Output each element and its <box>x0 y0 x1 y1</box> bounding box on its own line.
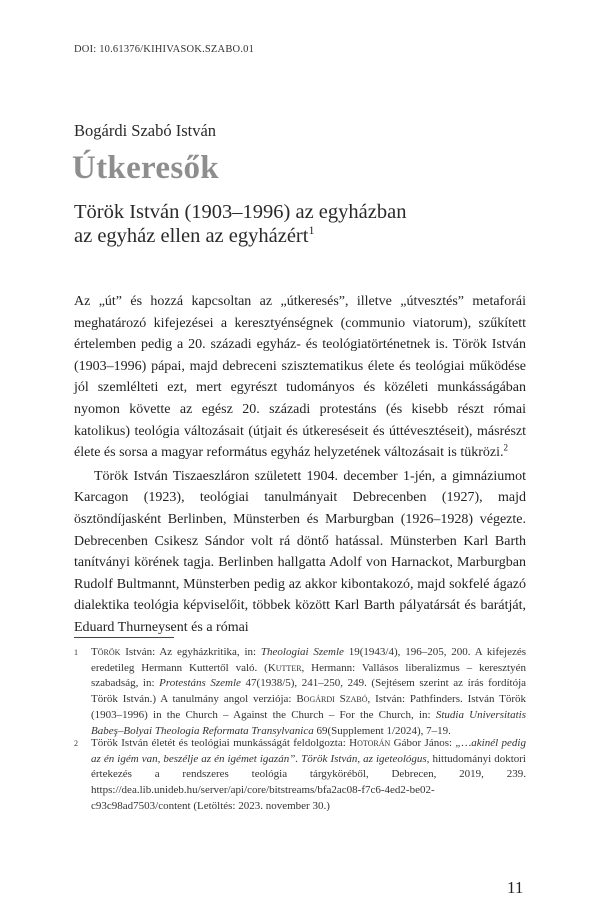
fn2-seg-1: Török István életét és teológiai munkásságát feldolgozta: <box>91 737 350 749</box>
fn2-author: Hotorán <box>349 737 391 749</box>
fn1-author-2: Kutter <box>267 661 302 674</box>
fn1-seg-12: 69(Supplement 1/2024), 7–19. <box>313 724 451 737</box>
fn1-seg-2: István: Az egyházkritika, in: <box>120 646 261 658</box>
fn1-seg-8: 47(1938/5), 241–250, 249. (Sejtésem szerint az írás fordítója Török István.) A tanulmány angol verziója: <box>91 677 527 706</box>
footnote-2-number: 2 <box>74 739 78 748</box>
paragraph-1 <box>74 291 526 464</box>
paragraph-2-text: Török István Tiszaeszláron született 1904. december 1-jén, a gimnáziumot Karcagon (1923), teológiai tanulmányait Debrecenben (1927), majd ösztöndíjasként Berlinben, Münsterben és Marburgban (1926–1928) végezte. Debrecenben Csikesz Sándor volt rá döntő hatással. Münsterben Karl Barth tanítványi körének tagja. Berlinben hallgatta Adolf von Harnackot, Marburgban Rudolf Bultmannt, Münsterben pedig az akkor kibontakozó, majd sokfelé ágazó dialektika teológia képviselőit, többek között Karl Barth pályatársát és barátját, Eduard Thurneysent és a római <box>74 468 526 635</box>
footnote-1-text <box>91 645 526 739</box>
fn1-seg-6: , Hermann: Vallásos liberalizmus – keresztyén szabadság, in: <box>91 661 526 690</box>
fn1-author-1: Török <box>91 646 121 658</box>
fn1-journal-2: Protestáns Szemle <box>159 677 241 690</box>
fn1-journal-1: Theologiai Szemle <box>260 646 344 658</box>
author-name: Bogárdi Szabó István <box>74 121 217 140</box>
fn1-journal-3: Studia Universitatis Babeş–Bolyai Theologia Reformata Transylvanica <box>91 708 526 737</box>
body-text <box>74 291 526 639</box>
footnote-separator <box>74 637 174 638</box>
doi-header: DOI: 10.61376/KIHIVASOK.SZABO.01 <box>74 44 255 55</box>
paragraph-2 <box>74 466 526 639</box>
subtitle-line-1: Török István (1903–1996) az egyházban <box>74 201 407 223</box>
footnote-1 <box>74 645 526 739</box>
subtitle-line-2-text: az egyház ellen az egyházért <box>74 225 309 247</box>
footnote-ref-1: 1 <box>308 223 315 238</box>
fn1-seg-4: 19(1943/4), 196–205, 200. A kifejezés eredetileg Hermann Kuttertől való. ( <box>91 646 526 674</box>
footnote-ref-2: 2 <box>503 442 509 453</box>
fn1-seg-10: , István: Pathfinders. István Török (1903–1996) in the Church – Against the Church – For the Church, in: <box>91 693 526 721</box>
footnote-2 <box>74 736 526 815</box>
footnote-1-number: 1 <box>74 648 78 657</box>
fn2-seg-3: Gábor János: <box>390 737 456 749</box>
subtitle-line-2 <box>74 224 406 248</box>
paragraph-1-text: Az „út” és hozzá kapcsoltan az „útkeresés”, illetve „útvesztés” metaforái meghatározó kifejezései a keresztyénségnek (communio viatorum), szűkített értelemben pedig a 20. századi egyház- és teológiatörténetnek is. Török István (1903–1996) pápai, majd debreceni szisztematikus élete és teológiai működése jól szemlélteti ezt, mert egyrészt tudományos és közéleti munkásságában nyomon követte az egész 20. századi protestáns (és kisebb részt római katolikus) teológia változásait (útjait és útkereséseit és úttévesztéseit), másrészt élete és sorsa a magyar református egyház helyzetének változásait is tükrözi. <box>74 294 526 461</box>
fn2-seg-5: hittudományi doktori értekezés a rendszeres teológia tárgyköréből, Debrecen, 2019, 239. https://dea.lib.unideb.hu/server/api/core/bitstreams/bfa2ac08-f7c6-4ed2-be02-c93c98ad7503/content (Letöltés: 2023. november 30.) <box>91 752 526 812</box>
article-title: Útkeresők <box>72 150 219 186</box>
footnote-2-text <box>91 736 526 815</box>
page-number: 11 <box>507 878 524 897</box>
fn1-author-3: Bogárdi Szabó <box>296 693 368 706</box>
fn2-title: „…akinél pedig az én igém van, beszélje az én igémet igazán”. Török István, az igeteológus, <box>91 737 526 765</box>
article-subtitle <box>74 200 406 248</box>
